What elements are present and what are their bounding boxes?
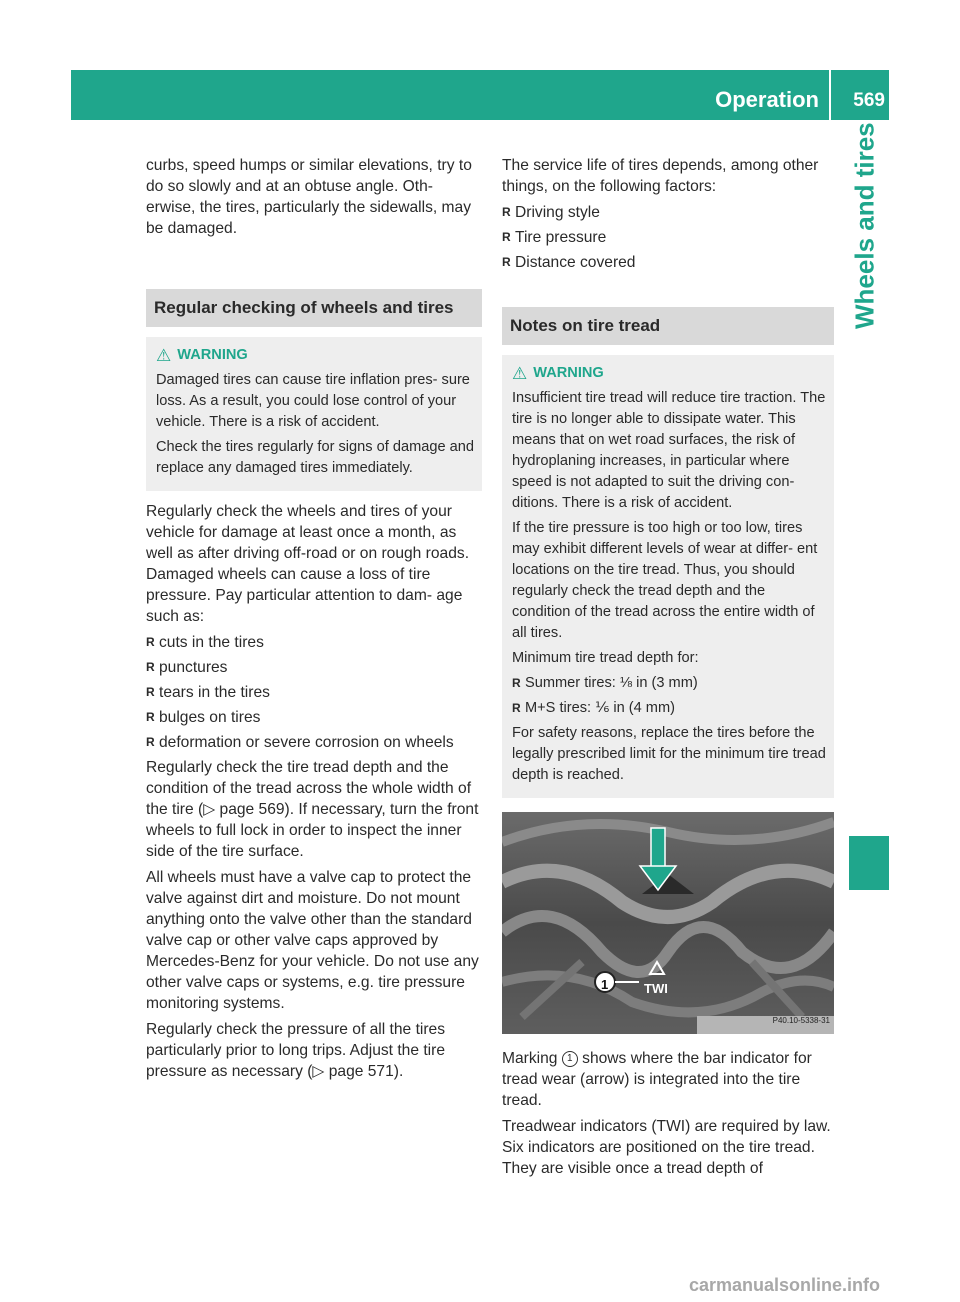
list-item: R cuts in the tires	[146, 634, 264, 651]
bullet-icon: R	[146, 635, 155, 649]
list-item: R punctures	[146, 659, 228, 676]
warning-text: For safety reasons, replace the tires before the legally prescribed limit for the minimum tire tread depth is reached.	[512, 725, 826, 783]
tire-tread-illustration	[502, 812, 834, 1034]
left-intro: curbs, speed humps or similar elevations, try to do so slowly and at an obtuse angle. Oth- erwise, the tires, particularly the sidewalls, may be damaged.	[146, 157, 472, 237]
paragraph: All wheels must have a valve cap to protect the valve against dirt and moisture. Do not mount anything onto the valve other than the standard valve cap or other valve caps approved by Mercedes-Benz for your vehicle. Do not use any other valve caps or systems, e.g. tire pressure monitoring systems.	[146, 869, 479, 1012]
bullet-icon: R	[502, 230, 511, 244]
bullet-icon: R	[146, 735, 155, 749]
paragraph: Treadwear indicators (TWI) are required by law. Six indicators are positioned on the tire tread. They are visible once a tread depth of	[502, 1118, 831, 1177]
list-item: R Driving style	[502, 204, 600, 221]
paragraph: Regularly check the wheels and tires of your vehicle for damage at least once a month, as well as after driving off-road or on rough roads. Damaged wheels can cause a loss of tire pressure. Pay particular attention to dam- age such as:	[146, 503, 470, 625]
warning-text: If the tire pressure is too high or too low, tires may exhibit different levels of wear at differ- ent locations on the tire tread. Thus, you should regularly check the tread depth and the condition of the tread across the entire width of all tires.	[512, 520, 818, 641]
left-column	[146, 155, 482, 1087]
header-divider	[829, 70, 831, 120]
bullet-icon: R	[146, 685, 155, 699]
heading-tire-tread: Notes on tire tread	[502, 307, 834, 345]
list-item: R Tire pressure	[502, 229, 607, 246]
chapter-tab-block	[849, 836, 889, 890]
bullet-icon: R	[502, 255, 511, 269]
warning-text: Damaged tires can cause tire inflation pres- sure loss. As a result, you could lose control of your vehicle. There is a risk of accident.	[156, 372, 470, 430]
warning-triangle-icon: ⚠	[156, 346, 172, 365]
figure-code: P40.10-5338-31	[772, 1016, 830, 1025]
right-column	[502, 155, 834, 1184]
right-intro: The service life of tires depends, among other things, on the following factors:	[502, 157, 819, 195]
twi-label: TWI	[644, 981, 668, 996]
marker-1-label: 1	[601, 977, 609, 992]
list-item: R bulges on tires	[146, 709, 261, 726]
warning-title: WARNING	[533, 365, 604, 381]
marker-1-icon: 1	[562, 1051, 578, 1067]
bullet-icon: R	[146, 710, 155, 724]
bullet-icon: R	[512, 701, 521, 715]
warning-text: Check the tires regularly for signs of damage and replace any damaged tires immediately.	[156, 439, 474, 476]
tread-depth-list	[512, 673, 826, 719]
list-item: R M+S tires: ⅙ in (4 mm)	[512, 698, 826, 719]
bullet-icon: R	[502, 205, 511, 219]
list-item: R tears in the tires	[146, 684, 270, 701]
page-header	[71, 70, 889, 120]
damage-list	[146, 632, 482, 753]
warning-title: WARNING	[177, 347, 248, 363]
paragraph: Regularly check the pressure of all the tires particularly prior to long trips. Adjust the tire pressure as necessary (▷ page 571).	[146, 1021, 446, 1080]
bullet-icon: R	[146, 660, 155, 674]
chapter-tab	[841, 120, 889, 740]
warning-text: Insufficient tire tread will reduce tire traction. The tire is no longer able to dissipate water. This means that on wet road surfaces, the risk of hydroplaning increases, in particular where speed is not adapted to suit the driving con- ditions. There is a risk of accident.	[512, 390, 826, 511]
page-number: 569	[853, 90, 885, 111]
paragraph: Marking 1 shows where the bar indicator for tread wear (arrow) is integrated into the tire tread.	[502, 1050, 812, 1109]
chapter-tab-label: Wheels and tires	[849, 122, 880, 329]
heading-regular-checking: Regular checking of wheels and tires	[146, 289, 482, 327]
warning-box-tread	[502, 355, 834, 798]
section-title: Operation	[715, 87, 819, 112]
list-item: R Distance covered	[502, 254, 636, 271]
warning-box-damage	[146, 337, 482, 491]
factor-list	[502, 202, 834, 273]
warning-text: Minimum tire tread depth for:	[512, 650, 699, 666]
list-item: R deformation or severe corrosion on wheels	[146, 734, 454, 751]
list-item: R Summer tires: ⅛ in (3 mm)	[512, 673, 826, 694]
bullet-icon: R	[512, 676, 521, 690]
tire-tread-figure	[502, 812, 834, 1034]
paragraph: Regularly check the tire tread depth and the condition of the tread across the whole width of the tire (▷ page 569). If necessary, turn the front wheels to full lock in order to inspect the inner side of the tire surface.	[146, 759, 479, 860]
watermark: carmanualsonline.info	[688, 1275, 880, 1295]
warning-triangle-icon: ⚠	[512, 364, 528, 383]
